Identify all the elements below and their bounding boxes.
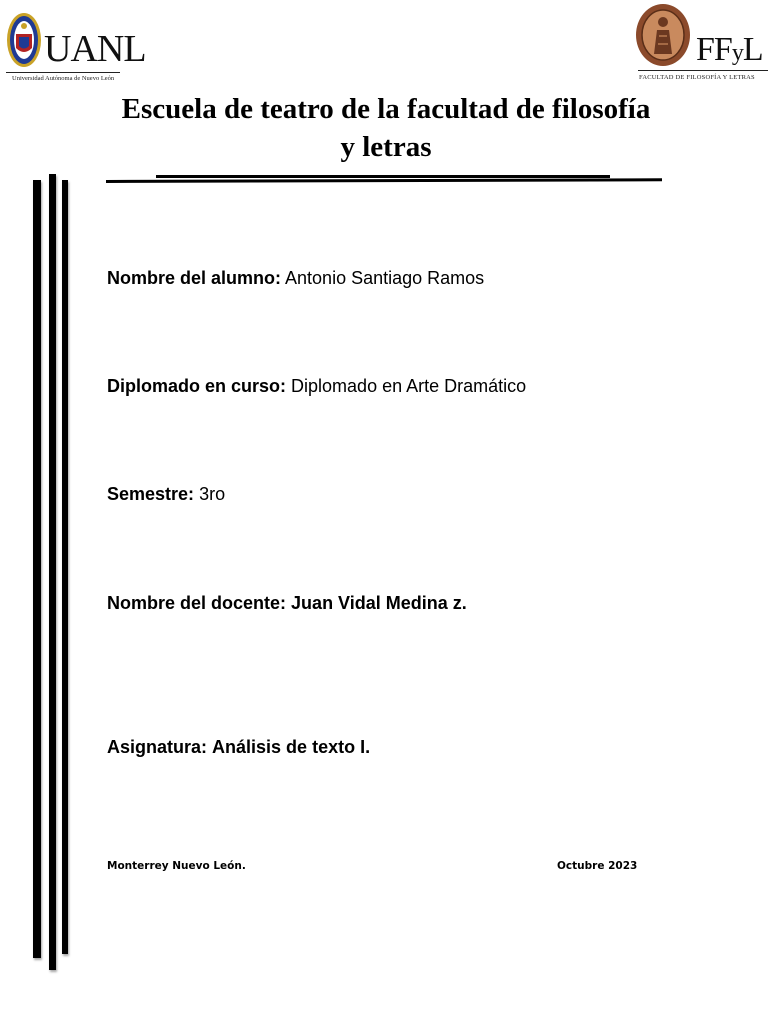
ffyl-seal-icon [634,2,692,68]
title-line-1: Escuela de teatro de la facultad de filosofía [121,93,651,125]
uanl-subline: Universidad Autónoma de Nuevo León [12,75,115,82]
footer-date: Octubre 2023 [557,860,638,872]
semester-field [107,484,225,505]
ffyl-logo [632,2,768,86]
teacher-field [107,593,467,614]
left-border-bar-2 [49,174,56,970]
subject-field [107,737,370,758]
student-name-field [107,268,484,289]
course-field [107,376,526,397]
uanl-logo [4,10,146,86]
course-label: Diplomado en curso: [107,376,287,396]
uanl-seal-icon [6,12,42,68]
left-border-bar-3 [62,180,68,954]
page-title [96,90,676,166]
ffyl-subline: FACULTAD DE FILOSOFÍA Y LETRAS [639,74,755,81]
course-value: Diplomado en Arte Dramático [291,376,527,396]
left-border-bar-1 [33,180,41,958]
subject-value: Análisis de texto I. [212,737,371,757]
uanl-wordmark: UANL [44,28,146,70]
uanl-logo-rule [6,72,120,73]
semester-value: 3ro [199,484,226,504]
ffyl-logo-rule [638,70,768,71]
title-underline-lower [106,178,662,183]
title-underline-upper [156,175,610,178]
teacher-label: Nombre del docente: [107,593,287,613]
ffyl-wordmark: FFyL [696,31,763,68]
student-name-label: Nombre del alumno: [107,268,282,288]
title-line-2: y letras [340,131,432,163]
semester-label: Semestre: [107,484,195,504]
teacher-value: Juan Vidal Medina z. [291,593,467,613]
student-name-value: Antonio Santiago Ramos [285,268,485,288]
subject-label: Asignatura: [107,737,208,757]
footer-place: Monterrey Nuevo León. [107,860,246,872]
